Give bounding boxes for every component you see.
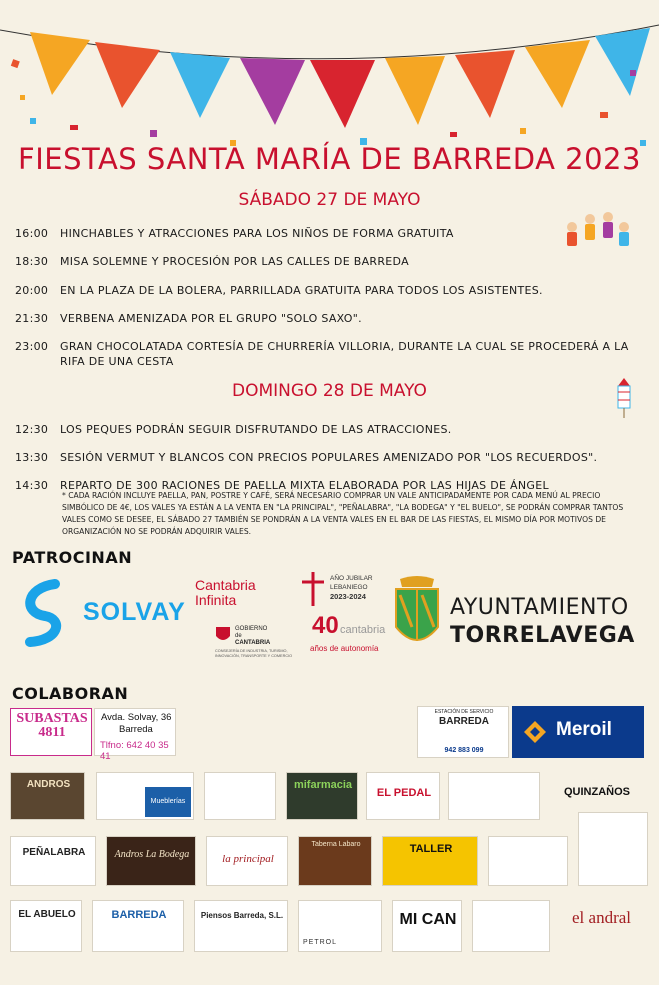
gobierno-subtitle: CONSEJERÍA DE INDUSTRIA, TURISMO, INNOVACIÓN, TRANSPORTE Y COMERCIO [215, 649, 293, 658]
cuarenta-number: 40 [312, 612, 339, 639]
ayto-line2: TORRELAVEGA [450, 623, 635, 648]
cantabria-40-logo [310, 612, 385, 668]
ayto-line1: AYUNTAMIENTO [450, 595, 629, 620]
gobierno-line: GOBIERNO [235, 626, 268, 632]
subastas-address: Avda. Solvay, 36 [101, 712, 172, 723]
estacion-label: ESTACIÓN DE SERVICIO [434, 709, 494, 715]
collab-logo: TALLER [382, 836, 478, 886]
festival-poster: FIESTAS SANTA MARÍA DE BARREDA 2023 SÁBADO 27 DE MAYO 16:00 HINCHABLES Y ATRACCIONES PARA LOS NIÑOS DE FORMA GRATUITA 18:30 MISA SOLEMNE Y PROCESIÓN POR LAS CALLES DE BARREDA 20:00 EN LA PLAZA DE LA BOLERA, PARRILLADA GRATUITA PARA TODOS LOS ASISTENTES. 21:30 VERBENA AMENIZADA POR EL GRUPO "SOLO SAXO". 23:00 GRAN CHOCOLATADA CORTESÍA DE CHURRERÍA VILLORIA, DURANTE LA CUAL SE PROCEDERÁ A LA RIFA DE UNA CESTA DOMINGO 28 DE MAYO 12:30 LOS PEQUES PODRÁN SEGUIR DISFRUTANDO DE LAS ATRACCIONES. 13:30 SESIÓN VERMUT Y BLANCOS CON PRECIOS POPULARES AMENIZADO POR "LOS RECUERDOS". 14:30 REPARTO DE 300 RACIONES DE PAELLA MIXTA ELABORADA POR LAS HIJAS DE ÁNGEL * CADA RACIÓN INCLUYE PAELLA, PAN, POSTRE Y CAFÉ, SERÁ NECESARIO COMPRAR UN VALE ANTICIPADAMENTE POR CADA MENÚ AL PRECIO SIMBÓLICO DE 4€, LOS VALES YA ESTÁN A LA VENTA EN "LA PRINCIPAL", "PEÑALABRA", "LA BODEGA" Y "EL BUELO", SE PODRÁN COMPRAR TANTOS VALES COMO SE DESEE, EL SÁBADO 27 TAMBIÉN SE PONDRÁN A LA VENTA VALES EN EL BAR DE LAS FIESTAS, EL MISMO DÍA POR MOTIVOS DE ORGANIZACIÓN NO SE PODRÁN ADQUIRIR VALES. PATROCINAN SOLVAY Cantabria Infinita AÑO JUBILAR LEBANIEGO 2023-2024 GOBIERNO de CANTABRIA CONSEJERÍA DE INDUSTRIA, TURISMO, INNOVACIÓN, TRANSPORTE Y COMERCIO 40 cantabria años de autonomía AYUNTAMIENTO TORRELAVEGA COLABORAN SUBASTAS 4811 Avda. Solvay, 36 Barreda Tlfno: 642 40 35 41 ESTACIÓN DE SERVICIO BARREDA 942 883 099 Meroil ANDROS Mueblerías mifarmacia EL PEDAL QUINZAÑOS PEÑALABRA Andros La Bodega la principal Taberna Labaro TALLER EL ABUELO BARREDA Piensos Barreda, S.L. PETROL MI CAN el andral [0, 0, 659, 985]
firework-rocket-icon [614, 378, 634, 418]
estacion-name: BARREDA [439, 716, 489, 727]
subastas-name: SUBASTAS 4811 [16, 711, 88, 740]
collab-logo [204, 772, 276, 820]
day2-title: DOMINGO 28 DE MAYO [232, 381, 427, 401]
subastas-phone: Tlfno: 642 40 35 41 [100, 740, 169, 762]
gobierno-line: de [235, 633, 242, 639]
solvay-logo [15, 578, 195, 648]
solvay-s-icon [15, 578, 75, 648]
collab-logo: PEÑALABRA [10, 836, 96, 886]
gobierno-line: CANTABRIA [235, 640, 271, 646]
subastas-logo [10, 708, 92, 756]
sponsors-heading: PATROCINAN [12, 548, 133, 567]
collab-logo: la principal [206, 836, 288, 886]
meroil-wordmark: Meroil [556, 719, 612, 740]
collaborators-heading: COLABORAN [12, 684, 129, 703]
collab-logo: Andros La Bodega [106, 836, 196, 886]
collab-logo: Piensos Barreda, S.L. [194, 900, 288, 952]
solvay-wordmark: SOLVAY [83, 598, 186, 626]
collab-logo: EL PEDAL [366, 772, 440, 820]
collab-logo: EL ABUELO [10, 900, 82, 952]
paella-note: * CADA RACIÓN INCLUYE PAELLA, PAN, POSTRE Y CAFÉ, SERÁ NECESARIO COMPRAR UN VALE ANTICIPADAMENTE POR CADA MENÚ AL PRECIO SIMBÓLICO DE 4€, LOS VALES YA ESTÁN A LA VENTA EN "LA PRINCIPAL", "PEÑALABRA", "LA BODEGA" Y "EL BUELO", SE PODRÁN COMPRAR TANTOS VALES COMO SE DESEE, EL SÁBADO 27 TAMBIÉN SE PONDRÁN A LA VENTA VALES EN EL BAR DE LAS FIESTAS, EL MISMO DÍA POR MOTIVOS DE ORGANIZACIÓN NO SE PODRÁN ADQUIRIR VALES. [62, 491, 624, 536]
jubilar-cross-icon [300, 572, 326, 606]
collab-logo: el andral [572, 908, 631, 927]
jubilar-line: LEBANIEGO [330, 584, 368, 591]
jubilar-line: 2023-2024 [330, 592, 366, 601]
torrelavega-shield-icon [392, 575, 442, 653]
collab-logo: Taberna Labaro [298, 836, 372, 886]
ano-jubilar-logo [300, 572, 385, 610]
collab-logo [472, 900, 550, 952]
collab-logo: QUINZAÑOS [564, 786, 630, 798]
cuarenta-text: cantabria [340, 624, 386, 636]
collab-logo: mifarmacia [286, 772, 358, 820]
estacion-phone: 942 883 099 [444, 747, 484, 754]
day1-title: SÁBADO 27 DE MAYO [238, 190, 421, 210]
collab-logo: Mueblerías [96, 772, 194, 820]
jubilar-line: AÑO JUBILAR [330, 575, 373, 582]
gobierno-cantabria-logo [215, 624, 300, 664]
cantabria-infinita-logo: Cantabria Infinita [195, 577, 256, 608]
collab-logo: MI CAN [392, 900, 462, 952]
collab-logo [488, 836, 568, 886]
collab-logo [578, 812, 648, 886]
collab-logo [448, 772, 540, 820]
estacion-barreda-logo [417, 706, 509, 758]
meroil-logo [512, 706, 644, 758]
meroil-flame-icon [522, 719, 548, 745]
subastas-address-card [94, 708, 176, 762]
collab-logo: PETROL [298, 900, 382, 952]
cuarenta-subtitle: años de autonomía [310, 644, 379, 653]
bunting-decoration [0, 0, 659, 150]
poster-title: FIESTAS SANTA MARÍA DE BARREDA 2023 [18, 142, 641, 176]
collab-logo: ANDROS [10, 772, 85, 820]
ayuntamiento-torrelavega-logo [392, 575, 652, 655]
subastas-town: Barreda [119, 724, 153, 735]
collab-logo: BARREDA [92, 900, 184, 952]
gobierno-shield-icon [215, 626, 231, 644]
